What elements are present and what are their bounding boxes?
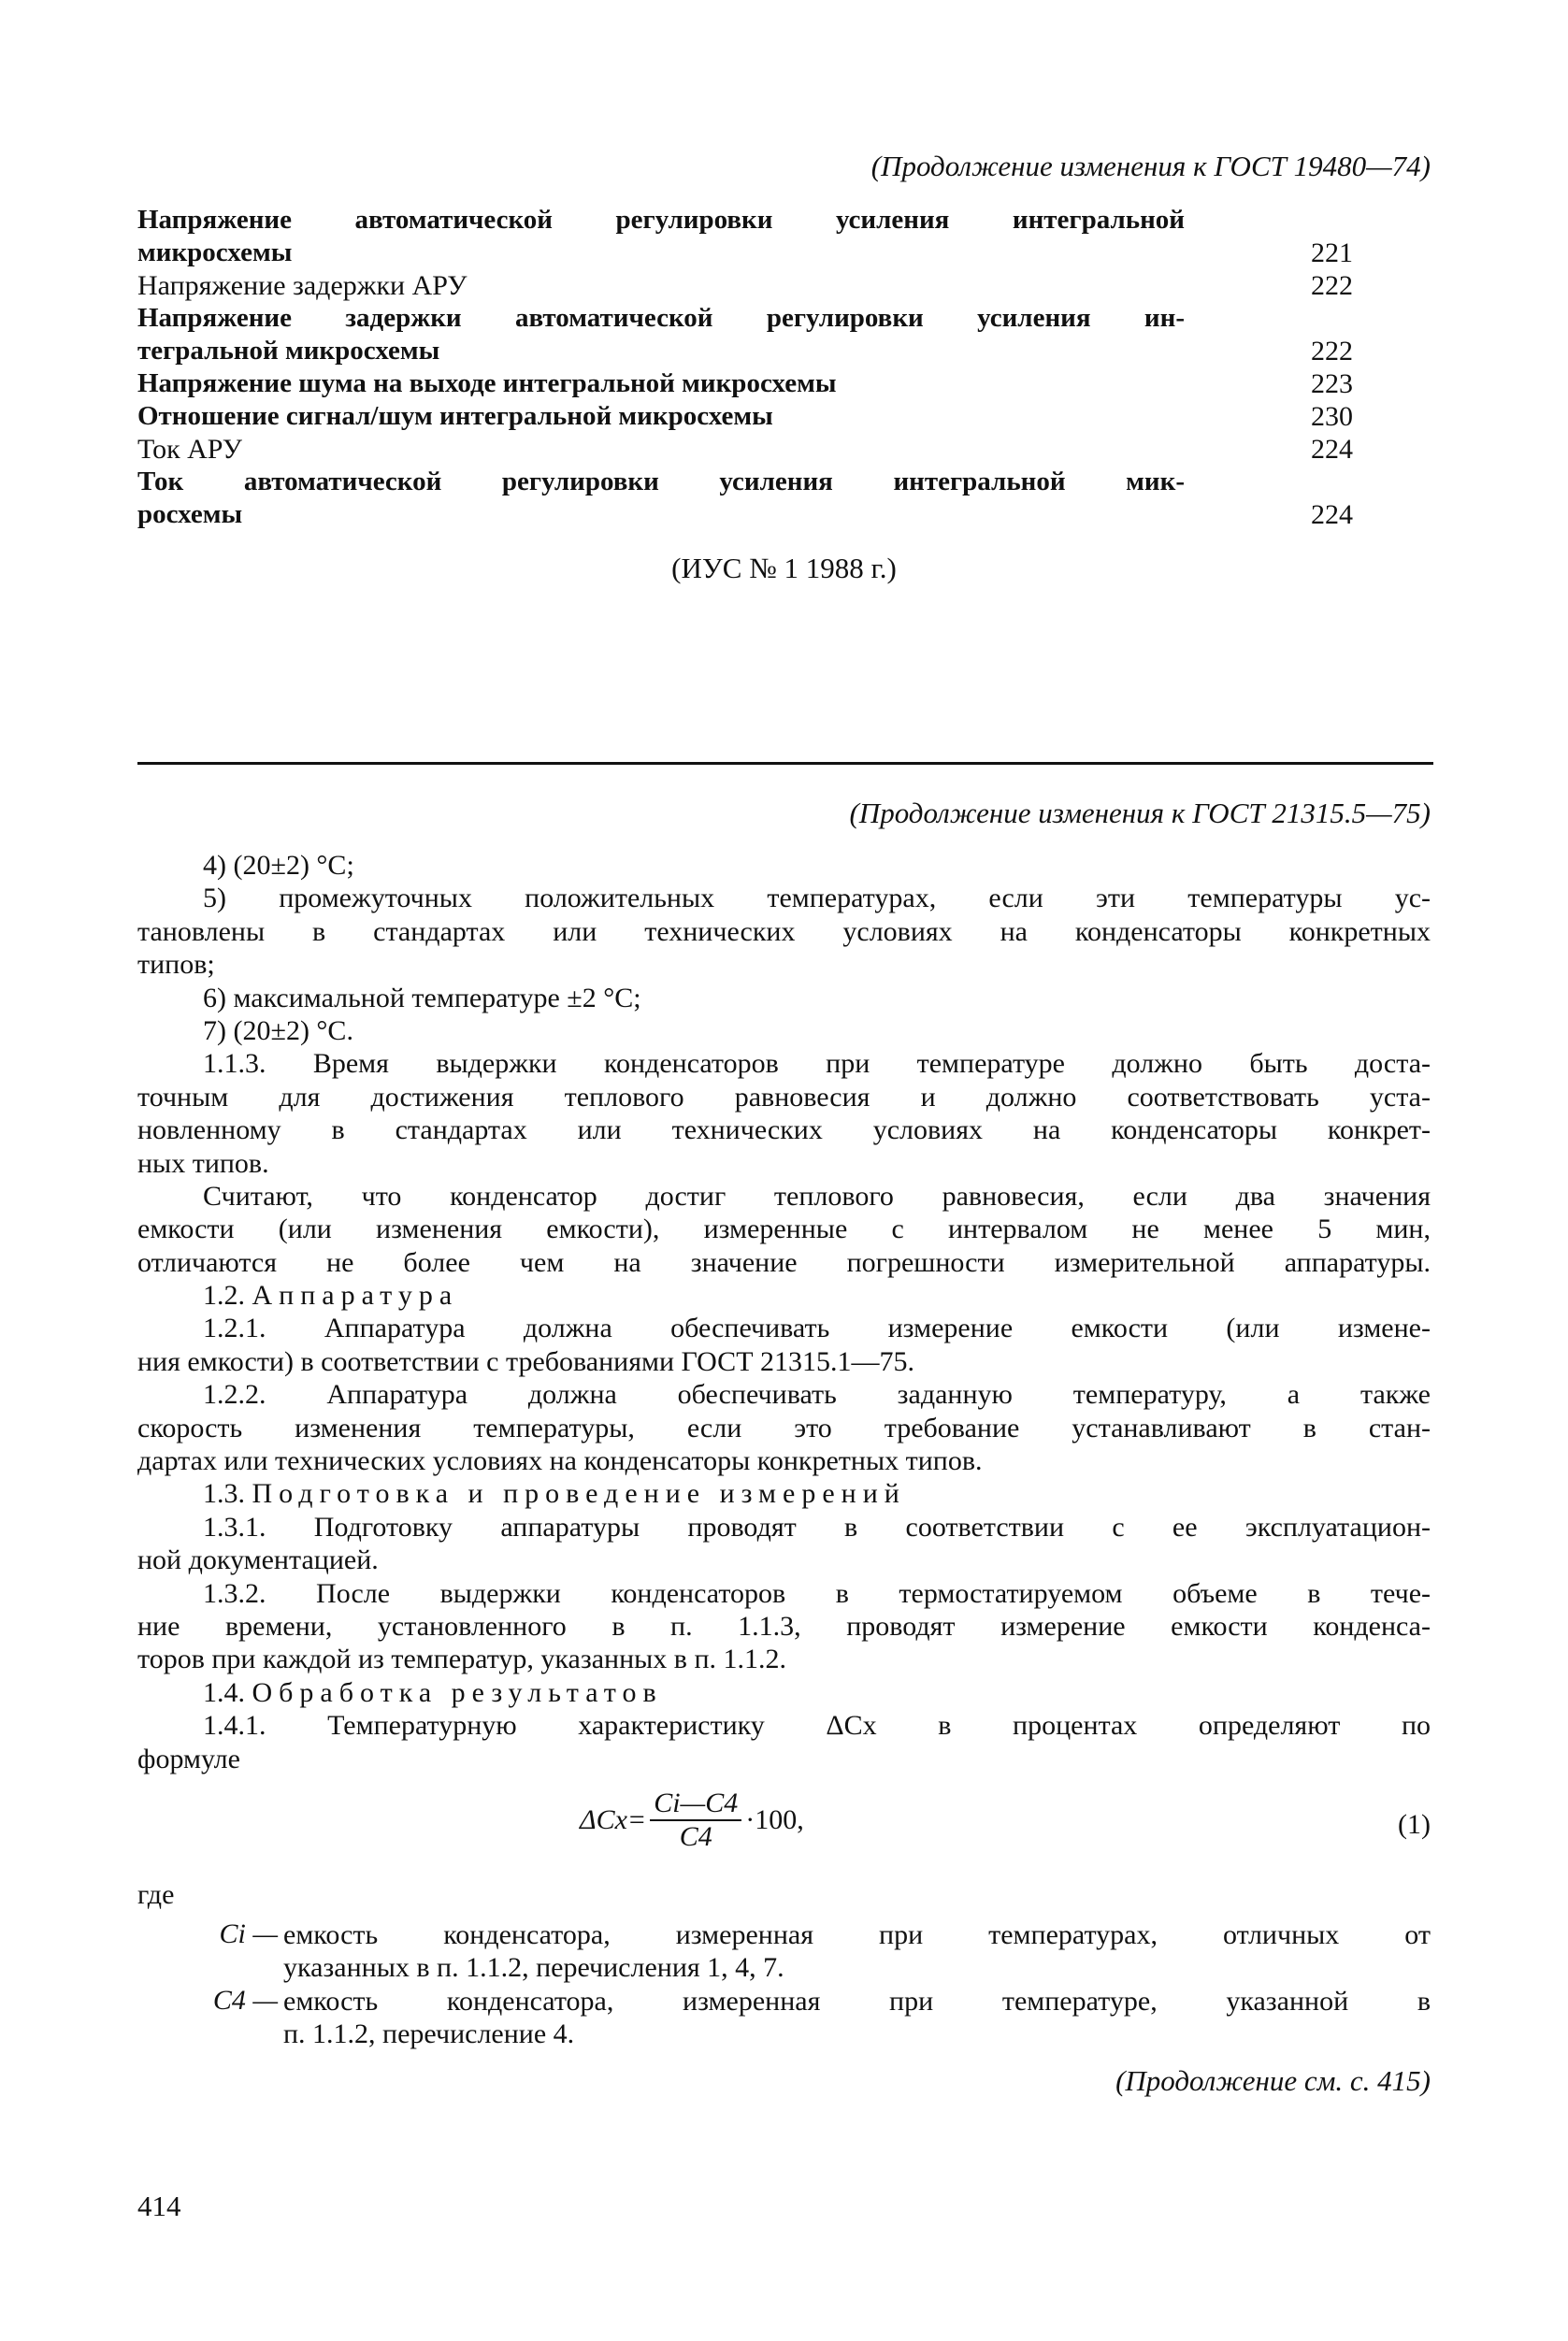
definition-line: п. 1.1.2, перечисление 4. <box>283 2018 575 2050</box>
section-heading: 1.2. Аппаратура <box>203 1280 459 1312</box>
definition-line: указанных в п. 1.1.2, перечисления 1, 4, 7. <box>283 1952 784 1984</box>
index-entry-line: Ток АРУ <box>137 434 242 465</box>
equation-number: (1) <box>1398 1809 1431 1840</box>
body-line: скорость изменения температуры, если это требование устанавливают в стан- <box>137 1412 1431 1443</box>
index-entry-term <box>137 269 1185 302</box>
formula-fraction <box>650 1788 741 1853</box>
definition-item <box>137 1918 1431 1985</box>
index-entry-line: микросхемы <box>137 237 293 267</box>
index-entry-line: Напряжение шума на выходе интегральной микросхемы <box>137 368 837 398</box>
top-continuation-header: (Продолжение изменения к ГОСТ 19480—74) <box>870 150 1431 182</box>
body-line: 7) (20±2) °С. <box>203 1014 353 1046</box>
definition-item <box>137 1985 1431 2051</box>
ius-note: (ИУС № 1 1988 г.) <box>671 552 897 584</box>
section-heading: 1.4. Обработка результатов <box>203 1676 663 1708</box>
body-line: 1.1.3. Время выдержки конденсаторов при температуре должно быть доста- <box>203 1048 1431 1080</box>
index-entry-page: 221 <box>1311 237 1353 268</box>
index-entry <box>137 466 1353 531</box>
body-line: 1.4.1. Температурную характеристику ΔCx в процентах определяют по <box>203 1710 1431 1742</box>
body-line: формуле <box>137 1743 240 1774</box>
page-number: 414 <box>137 2190 181 2222</box>
formula-numerator: Ci—C4 <box>650 1788 741 1821</box>
definition-symbol: Ci — <box>219 1918 278 1949</box>
body-line: ной документацией. <box>137 1544 379 1576</box>
definitions <box>137 1918 1431 2051</box>
body-line: 5) промежуточных положительных температурах, если эти температуры ус- <box>203 883 1431 914</box>
index-entry <box>137 302 1353 367</box>
index-entry-page: 222 <box>1311 336 1353 366</box>
index-entry <box>137 204 1353 269</box>
body-line: емкости (или изменения емкости), измеренные с интервалом не менее 5 мин, <box>137 1214 1431 1245</box>
index-entry-line: Напряжение автоматической регулировки усиления интегральной <box>137 205 1185 235</box>
body-line: дартах или технических условиях на конденсаторы конкретных типов. <box>137 1445 983 1477</box>
body-line: новленному в стандартах или технических условиях на конденсаторы конкрет- <box>137 1114 1431 1146</box>
index-entry-line: Отношение сигнал/шум интегральной микросхемы <box>137 401 773 431</box>
body-line: 1.3.1. Подготовку аппаратуры проводят в соответствии с ее эксплуатацион- <box>203 1511 1431 1543</box>
index-entry-term <box>137 466 1185 531</box>
body-line: 1.2.2. Аппаратура должна обеспечивать заданную температуру, а также <box>203 1379 1431 1411</box>
index-entry-page: 222 <box>1311 270 1353 301</box>
index-entry-term <box>137 367 1185 400</box>
index-entry <box>137 433 1353 466</box>
index-entry <box>137 269 1353 302</box>
index-entry-page: 230 <box>1311 401 1353 432</box>
formula-lhs: ΔCx= <box>580 1804 647 1835</box>
continuation-note: (Продолжение см. с. 415) <box>1115 2064 1431 2097</box>
where-label: где <box>137 1879 175 1910</box>
index-entry-term <box>137 204 1185 269</box>
body-line: ния емкости) в соответствии с требованиями ГОСТ 21315.1—75. <box>137 1345 915 1377</box>
section-divider <box>137 762 1433 765</box>
index-entry-line: росхемы <box>137 499 243 529</box>
body-line: 1.2.1. Аппаратура должна обеспечивать измерение емкости (или измене- <box>203 1313 1431 1344</box>
body-line: точным для достижения теплового равновесия и должно соответствовать уста- <box>137 1081 1431 1113</box>
index-entry-line: Ток автоматической регулировки усиления интегральной мик- <box>137 467 1185 496</box>
body-line: 1.3.2. После выдержки конденсаторов в термостатируемом объеме в тече- <box>203 1577 1431 1609</box>
index-entry-page: 224 <box>1311 434 1353 465</box>
formula-denominator: C4 <box>679 1821 712 1852</box>
index-entry <box>137 400 1353 433</box>
index-entry-page: 223 <box>1311 368 1353 399</box>
definition-symbol: C4 — <box>212 1984 278 2016</box>
index-entry-line: Напряжение задержки автоматической регулировки усиления ин- <box>137 303 1185 333</box>
body-line: типов; <box>137 949 215 981</box>
section-heading: 1.3. Подготовка и проведение измерений <box>203 1478 906 1510</box>
definition-line: емкость конденсатора, измеренная при температуре, указанной в <box>283 1985 1431 2017</box>
body-line: тановлены в стандартах или технических условиях на конденсаторы конкретных <box>137 915 1431 947</box>
index-entry-line: тегральной микросхемы <box>137 336 440 366</box>
body-line: отличаются не более чем на значение погрешности измерительной аппаратуры. <box>137 1246 1431 1278</box>
body-line: ных типов. <box>137 1147 269 1179</box>
index-entry-term <box>137 400 1185 433</box>
body-line: 6) максимальной температуре ±2 °С; <box>203 982 641 1013</box>
body-text <box>137 849 1431 1775</box>
body-line: 4) (20±2) °С; <box>203 850 354 881</box>
index-entry-term <box>137 302 1185 367</box>
second-continuation-header: (Продолжение изменения к ГОСТ 21315.5—75) <box>849 797 1431 829</box>
body-line: ние времени, установленного в п. 1.1.3, проводят измерение емкости конденса- <box>137 1610 1431 1642</box>
body-line: торов при каждой из температур, указанных в п. 1.1.2. <box>137 1644 786 1675</box>
body-line: Считают, что конденсатор достиг теплового равновесия, если два значения <box>203 1180 1431 1212</box>
index-entry-term <box>137 433 1185 466</box>
index-entry-page: 224 <box>1311 499 1353 530</box>
formula <box>580 1788 804 1853</box>
term-index <box>137 204 1353 531</box>
formula-tail: ·100, <box>745 1804 804 1835</box>
index-entry <box>137 367 1353 400</box>
index-entry-line: Напряжение задержки АРУ <box>137 270 468 301</box>
definition-line: емкость конденсатора, измеренная при температурах, отличных от <box>283 1919 1431 1950</box>
